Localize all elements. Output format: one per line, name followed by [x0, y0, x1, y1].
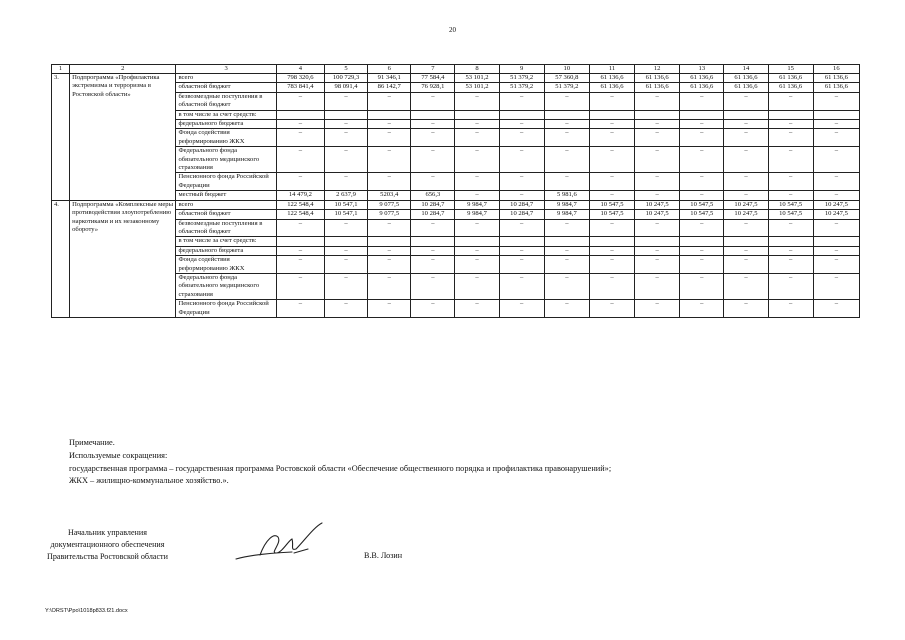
amount-cell: – — [768, 173, 813, 191]
amount-cell: – — [680, 246, 724, 255]
amount-cell: 61 136,6 — [724, 74, 768, 83]
amount-cell: – — [544, 256, 589, 274]
table-body — [52, 65, 860, 318]
amount-cell: – — [680, 120, 724, 129]
amount-cell: – — [499, 219, 544, 237]
amount-cell: – — [768, 120, 813, 129]
amount-cell: – — [499, 191, 544, 200]
program-number: 4. — [52, 200, 70, 317]
amount-cell: – — [544, 147, 589, 173]
amount-cell: – — [276, 300, 324, 318]
amount-cell: 10 547,5 — [589, 200, 634, 209]
amount-cell: 2 637,9 — [324, 191, 367, 200]
amount-cell: – — [635, 129, 680, 147]
column-header: 11 — [589, 65, 634, 74]
amount-cell: – — [544, 129, 589, 147]
amount-cell: – — [455, 120, 499, 129]
amount-cell: – — [455, 273, 499, 299]
amount-cell: – — [768, 219, 813, 237]
amount-cell: – — [276, 256, 324, 274]
amount-cell: 9 984,7 — [544, 210, 589, 219]
amount-cell: – — [368, 147, 411, 173]
header-row — [52, 65, 860, 74]
amount-cell: – — [368, 256, 411, 274]
amount-cell: – — [768, 191, 813, 200]
notes-title: Примечание. — [69, 438, 115, 447]
amount-cell: – — [411, 120, 455, 129]
amount-cell: – — [813, 129, 859, 147]
column-header: 16 — [813, 65, 859, 74]
amount-cell: – — [635, 246, 680, 255]
amount-cell: – — [589, 92, 634, 110]
amount-cell: – — [589, 246, 634, 255]
amount-cell: – — [724, 273, 768, 299]
notes-section — [69, 437, 611, 488]
amount-cell: – — [368, 300, 411, 318]
amount-cell: – — [680, 300, 724, 318]
amount-cell — [411, 237, 455, 246]
amount-cell: – — [724, 173, 768, 191]
funding-source: федерального бюджета — [176, 120, 276, 129]
amount-cell: – — [635, 273, 680, 299]
column-header: 7 — [411, 65, 455, 74]
amount-cell: – — [544, 273, 589, 299]
amount-cell: – — [276, 92, 324, 110]
amount-cell: 91 346,1 — [368, 74, 411, 83]
amount-cell: – — [276, 273, 324, 299]
amount-cell: 61 136,6 — [724, 83, 768, 92]
amount-cell: – — [324, 92, 367, 110]
amount-cell: – — [324, 120, 367, 129]
amount-cell — [368, 110, 411, 119]
amount-cell: – — [768, 147, 813, 173]
column-header: 5 — [324, 65, 367, 74]
amount-cell — [589, 110, 634, 119]
amount-cell: – — [368, 246, 411, 255]
amount-cell — [813, 237, 859, 246]
column-header: 2 — [70, 65, 176, 74]
amount-cell: 61 136,6 — [680, 83, 724, 92]
amount-cell: 61 136,6 — [768, 83, 813, 92]
program-number: 3. — [52, 74, 70, 201]
amount-cell: – — [411, 173, 455, 191]
amount-cell — [368, 237, 411, 246]
amount-cell: – — [635, 120, 680, 129]
amount-cell — [544, 237, 589, 246]
amount-cell: – — [768, 129, 813, 147]
amount-cell: 9 077,5 — [368, 200, 411, 209]
amount-cell: – — [724, 256, 768, 274]
amount-cell: 14 479,2 — [276, 191, 324, 200]
column-header: 14 — [724, 65, 768, 74]
amount-cell: – — [324, 219, 367, 237]
amount-cell: 61 136,6 — [635, 74, 680, 83]
funding-source: Фонда содействия реформированию ЖКХ — [176, 256, 276, 274]
amount-cell: – — [635, 92, 680, 110]
funding-source: в том числе за счет средств: — [176, 237, 276, 246]
funding-source: Пенсионного фонда Российской Федерации — [176, 173, 276, 191]
amount-cell: – — [589, 256, 634, 274]
amount-cell — [499, 110, 544, 119]
amount-cell: 10 247,5 — [813, 200, 859, 209]
amount-cell: – — [589, 219, 634, 237]
amount-cell: – — [635, 147, 680, 173]
column-header: 13 — [680, 65, 724, 74]
amount-cell: 10 547,1 — [324, 210, 367, 219]
amount-cell: – — [813, 120, 859, 129]
amount-cell: 53 101,2 — [455, 83, 499, 92]
amount-cell: – — [680, 273, 724, 299]
amount-cell — [276, 237, 324, 246]
amount-cell: – — [411, 300, 455, 318]
amount-cell: – — [276, 147, 324, 173]
funding-source: областной бюджет — [176, 83, 276, 92]
amount-cell — [324, 237, 367, 246]
amount-cell: – — [455, 191, 499, 200]
amount-cell — [324, 110, 367, 119]
amount-cell: – — [499, 173, 544, 191]
amount-cell: 51 379,2 — [499, 74, 544, 83]
amount-cell: – — [635, 300, 680, 318]
amount-cell: – — [368, 219, 411, 237]
handwritten-signature — [232, 519, 328, 567]
amount-cell: – — [368, 129, 411, 147]
amount-cell: – — [499, 129, 544, 147]
amount-cell — [680, 237, 724, 246]
amount-cell: 10 247,5 — [724, 210, 768, 219]
amount-cell: 100 729,3 — [324, 74, 367, 83]
amount-cell — [411, 110, 455, 119]
amount-cell — [544, 110, 589, 119]
amount-cell: – — [411, 92, 455, 110]
amount-cell: – — [589, 120, 634, 129]
amount-cell: 5 981,6 — [544, 191, 589, 200]
amount-cell: – — [544, 173, 589, 191]
amount-cell: – — [544, 219, 589, 237]
signatory-line: Начальник управления — [67, 528, 147, 537]
amount-cell: 783 841,4 — [276, 83, 324, 92]
amount-cell — [680, 110, 724, 119]
column-header: 6 — [368, 65, 411, 74]
funding-source: Фонда содействия реформированию ЖКХ — [176, 129, 276, 147]
amount-cell: 5203,4 — [368, 191, 411, 200]
column-header: 1 — [52, 65, 70, 74]
funding-source: федерального бюджета — [176, 246, 276, 255]
amount-cell: 122 548,4 — [276, 210, 324, 219]
amount-cell: – — [411, 256, 455, 274]
amount-cell: 9 984,7 — [455, 200, 499, 209]
amount-cell: – — [813, 300, 859, 318]
amount-cell: – — [276, 129, 324, 147]
amount-cell: – — [680, 129, 724, 147]
amount-cell: – — [724, 300, 768, 318]
amount-cell: – — [324, 256, 367, 274]
amount-cell: 77 584,4 — [411, 74, 455, 83]
funding-source: безвозмездные поступления в областной бюджет — [176, 92, 276, 110]
amount-cell: – — [813, 273, 859, 299]
amount-cell: – — [276, 246, 324, 255]
amount-cell: – — [813, 92, 859, 110]
funding-source: Пенсионного фонда Российской Федерации — [176, 300, 276, 318]
amount-cell: – — [813, 173, 859, 191]
amount-cell: 798 320,6 — [276, 74, 324, 83]
amount-cell: – — [680, 92, 724, 110]
amount-cell — [589, 237, 634, 246]
table-row — [52, 74, 860, 83]
amount-cell: – — [324, 246, 367, 255]
amount-cell: – — [589, 300, 634, 318]
amount-cell: – — [768, 256, 813, 274]
column-header: 9 — [499, 65, 544, 74]
funding-source: областной бюджет — [176, 210, 276, 219]
signatory-line: Правительства Ростовской области — [47, 552, 168, 561]
amount-cell: – — [276, 173, 324, 191]
amount-cell: 10 547,5 — [680, 210, 724, 219]
amount-cell: – — [635, 173, 680, 191]
amount-cell: – — [724, 191, 768, 200]
abbreviation-zhkh: ЖКХ – жилищно-коммунальное хозяйство.». — [69, 476, 229, 486]
amount-cell: 122 548,4 — [276, 200, 324, 209]
page-number: 20 — [449, 26, 456, 34]
amount-cell: – — [680, 256, 724, 274]
funding-source: всего — [176, 200, 276, 209]
funding-source: Федерального фонда обязательного медицинского страхования — [176, 273, 276, 299]
program-name: Подпрограмма «Комплексные меры противодействия злоупотреблению наркотиками и их незаконному обороту» — [70, 200, 176, 317]
amount-cell: – — [680, 219, 724, 237]
program-name: Подпрограмма «Профилактика экстремизма и терроризма в Ростовской области» — [70, 74, 176, 201]
amount-cell — [455, 110, 499, 119]
amount-cell: – — [276, 219, 324, 237]
funding-source: Федерального фонда обязательного медицинского страхования — [176, 147, 276, 173]
amount-cell: – — [768, 300, 813, 318]
amount-cell: 10 284,7 — [411, 200, 455, 209]
amount-cell: – — [589, 173, 634, 191]
amount-cell: – — [368, 92, 411, 110]
amount-cell: 9 984,7 — [455, 210, 499, 219]
amount-cell: – — [324, 173, 367, 191]
amount-cell: – — [544, 300, 589, 318]
amount-cell — [724, 237, 768, 246]
amount-cell: – — [324, 147, 367, 173]
amount-cell — [455, 237, 499, 246]
funding-source: безвозмездные поступления в областной бюджет — [176, 219, 276, 237]
column-header: 8 — [455, 65, 499, 74]
funding-source: всего — [176, 74, 276, 83]
amount-cell: – — [680, 147, 724, 173]
amount-cell: – — [589, 147, 634, 173]
amount-cell: – — [544, 120, 589, 129]
amount-cell: – — [635, 256, 680, 274]
amount-cell: – — [455, 129, 499, 147]
signatory-name: В.В. Лозин — [364, 551, 403, 560]
amount-cell: 51 379,2 — [499, 83, 544, 92]
amount-cell: – — [724, 120, 768, 129]
amount-cell: – — [499, 273, 544, 299]
amount-cell — [813, 110, 859, 119]
amount-cell: 9 077,5 — [368, 210, 411, 219]
amount-cell: 98 091,4 — [324, 83, 367, 92]
amount-cell: – — [499, 92, 544, 110]
amount-cell: 51 379,2 — [544, 83, 589, 92]
amount-cell: – — [324, 129, 367, 147]
amount-cell: – — [499, 300, 544, 318]
amount-cell: 10 547,1 — [324, 200, 367, 209]
amount-cell — [276, 110, 324, 119]
column-header: 3 — [176, 65, 276, 74]
amount-cell: – — [455, 300, 499, 318]
amount-cell: 10 247,5 — [635, 200, 680, 209]
amount-cell: – — [455, 92, 499, 110]
amount-cell — [768, 110, 813, 119]
amount-cell: – — [499, 246, 544, 255]
amount-cell: – — [589, 273, 634, 299]
abbreviation-program: государственная программа – государственная программа Ростовской области «Обеспечение общественного порядка и профилактика правонарушений»; — [69, 463, 612, 473]
amount-cell: 86 142,7 — [368, 83, 411, 92]
amount-cell — [635, 237, 680, 246]
signatory-line: документационного обеспечения — [50, 540, 165, 549]
amount-cell — [724, 110, 768, 119]
amount-cell: – — [455, 147, 499, 173]
amount-cell: 10 247,5 — [813, 210, 859, 219]
amount-cell: – — [411, 219, 455, 237]
amount-cell: – — [324, 273, 367, 299]
amount-cell: – — [455, 219, 499, 237]
amount-cell: – — [813, 246, 859, 255]
column-header: 15 — [768, 65, 813, 74]
amount-cell: 10 547,5 — [768, 210, 813, 219]
amount-cell: – — [724, 147, 768, 173]
amount-cell: 10 284,7 — [411, 210, 455, 219]
table-row — [52, 200, 860, 209]
amount-cell: 10 284,7 — [499, 210, 544, 219]
amount-cell — [635, 110, 680, 119]
amount-cell — [768, 237, 813, 246]
amount-cell: – — [813, 256, 859, 274]
column-header: 10 — [544, 65, 589, 74]
amount-cell: – — [455, 246, 499, 255]
amount-cell: – — [499, 147, 544, 173]
amount-cell: 76 928,1 — [411, 83, 455, 92]
amount-cell: – — [768, 246, 813, 255]
amount-cell: – — [635, 219, 680, 237]
amount-cell: 10 547,5 — [589, 210, 634, 219]
amount-cell: 10 284,7 — [499, 200, 544, 209]
file-path: Y:\ORST\Ppo\1018p833.f21.docx — [45, 608, 128, 614]
amount-cell: 61 136,6 — [768, 74, 813, 83]
amount-cell: – — [724, 246, 768, 255]
amount-cell: 61 136,6 — [813, 74, 859, 83]
column-header: 4 — [276, 65, 324, 74]
amount-cell: – — [499, 256, 544, 274]
amount-cell: – — [680, 173, 724, 191]
amount-cell: – — [324, 300, 367, 318]
amount-cell: 9 984,7 — [544, 200, 589, 209]
amount-cell: 61 136,6 — [635, 83, 680, 92]
funding-source: в том числе за счет средств: — [176, 110, 276, 119]
signatory-title — [47, 527, 168, 563]
amount-cell: – — [411, 129, 455, 147]
amount-cell: 61 136,6 — [589, 74, 634, 83]
amount-cell: 10 547,5 — [680, 200, 724, 209]
amount-cell: – — [544, 92, 589, 110]
amount-cell: – — [544, 246, 589, 255]
amount-cell: 61 136,6 — [680, 74, 724, 83]
amount-cell: – — [635, 191, 680, 200]
amount-cell: – — [368, 120, 411, 129]
amount-cell: – — [768, 92, 813, 110]
amount-cell: – — [368, 273, 411, 299]
amount-cell: – — [455, 256, 499, 274]
amount-cell: – — [589, 129, 634, 147]
amount-cell: 10 547,5 — [768, 200, 813, 209]
amount-cell: 10 247,5 — [635, 210, 680, 219]
amount-cell: – — [768, 273, 813, 299]
amount-cell: – — [411, 273, 455, 299]
column-header: 12 — [635, 65, 680, 74]
amount-cell: – — [411, 147, 455, 173]
amount-cell: 57 360,8 — [544, 74, 589, 83]
budget-table — [51, 64, 860, 318]
amount-cell: – — [276, 120, 324, 129]
amount-cell: 61 136,6 — [589, 83, 634, 92]
amount-cell: 656,3 — [411, 191, 455, 200]
amount-cell: – — [589, 191, 634, 200]
amount-cell: – — [813, 219, 859, 237]
amount-cell: – — [411, 246, 455, 255]
amount-cell: 61 136,6 — [813, 83, 859, 92]
amount-cell: 10 247,5 — [724, 200, 768, 209]
amount-cell: – — [724, 219, 768, 237]
amount-cell: – — [724, 129, 768, 147]
amount-cell: – — [724, 92, 768, 110]
amount-cell: – — [680, 191, 724, 200]
abbreviations-title: Используемые сокращения: — [69, 450, 168, 460]
amount-cell: – — [499, 120, 544, 129]
amount-cell: – — [813, 147, 859, 173]
amount-cell — [499, 237, 544, 246]
amount-cell: – — [368, 173, 411, 191]
funding-source: местный бюджет — [176, 191, 276, 200]
amount-cell: 53 101,2 — [455, 74, 499, 83]
amount-cell: – — [455, 173, 499, 191]
amount-cell: – — [813, 191, 859, 200]
